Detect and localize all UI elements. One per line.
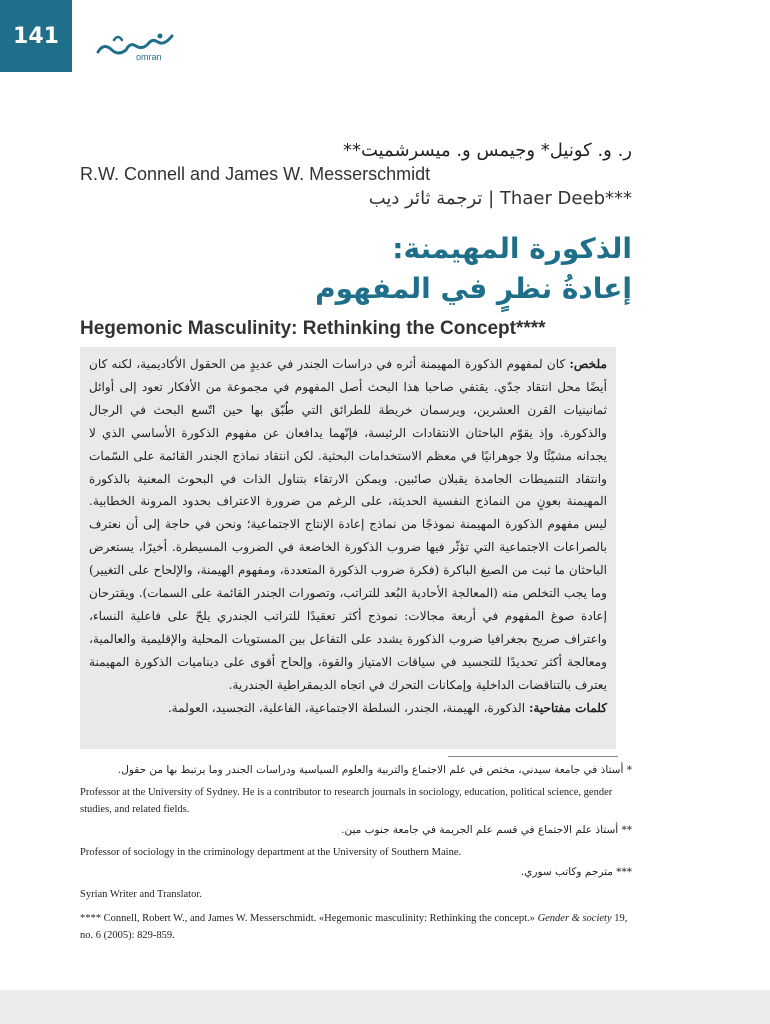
title-arabic-line1: الذكورة المهيمنة: bbox=[392, 232, 632, 265]
citation-main: **** Connell, Robert W., and James W. Messerschmidt. «Hegemonic masculinity: Rethinking the concept.» bbox=[80, 913, 535, 924]
citation-journal: Gender & society bbox=[537, 913, 612, 924]
footnote-2-arabic: ** أستاذ علم الاجتماع في قسم علم الجريمة في جامعة جنوب مين. bbox=[341, 824, 632, 836]
page-bottom-band bbox=[0, 990, 770, 1024]
page-number: 141 bbox=[0, 0, 72, 72]
abstract-label: ملخص: bbox=[569, 357, 607, 371]
citation-volume: 19, no. 6 (2005): 829-859. bbox=[80, 913, 628, 941]
title-english: Hegemonic Masculinity: Rethinking the Concept**** bbox=[80, 318, 546, 339]
logo-latin-text: omran bbox=[136, 52, 162, 62]
abstract-box bbox=[80, 347, 616, 749]
footnote-1-arabic: * أستاذ في جامعة سيدني، مختص في علم الاجتماع والتربية والعلوم السياسية ودراسات الجندر وما يرتبط بها من حقول. bbox=[117, 764, 632, 776]
keywords-label: كلمات مفتاحية: bbox=[528, 700, 607, 715]
authors-arabic: ر. و. كونيل* وجيمس و. ميسرشميت** bbox=[342, 140, 632, 161]
footnote-1-english: Professor at the University of Sydney. He is a contributor to research journals in sociology, education, political science, gender studies, and related fields. bbox=[80, 787, 613, 815]
abstract-text: كان لمفهوم الذكورة المهيمنة أثره في دراسات الجندر في عديدٍ من الحقول الأكاديمية، لكنه كان أيضًا محل انتقاد جدّي. يقتفي صاحبا هذا البحث أصل المفهوم في مجموعة من الأفكار تعود إلى أوائل ثمانينيات القرن العشرين، ويرسمان خريطة للطرائق التي طُبّق بها حين اتّسع البحث في الرجال والذكورة. وإذ يقوّم الباحثان الانتقادات الرئيسة، فإنّهما يدافعان عن مفهوم الذكورة الأساسي الذي لا يجدانه مشيّئًا ولا جوهرانيًا في معظم الاستخدامات البحثية. لكن انتقاد نماذج الجندر القائمة على السّمات وانتقاد التنميطات الجامدة يقبلان صائبين. ويمكن الارتقاء بتناول الذات في البحوث المعنية بالذكورة المهيمنة بعونٍ من النماذج النفسية الحديثة، على الرغم من ضرورة الاعتراف بحدود المرونة الخطابية. ليس مفهوم الذكورة المهيمنة نموذجًا من نماذج إعادة الإنتاج الاجتماعية؛ ونحن في حاجة إلى أن نعترف بالصراعات الاجتماعية التي تؤثّر فيها ضروب الذكورة الخاضعة في الضروب المسيطرة. أخيرًا، يستعرض الباحثان ما ثبت من الصيغ الباكرة (فكرة ضروب الذكورة المتعددة، ومفهوم الهيمنة، والإلحاح على التغيير) وما يجب التخلص منه (المعالجة الأحادية البُعد للتراتب، وتصورات الجندر القائمة على السمات). ويقترحان إعادة صوغ المفهوم في أربعة مجالات: نموذج أكثر تعقيدًا للتراتب الجندري يلحّ على فاعلية النساء، واعتراف صريح بجغرافيا ضروب الذكورة يشدد على التفاعل بين المستويات المحلية والإقليمية والعالمية، ومعالجة أكثر تحديدًا للتجسيد في سياقات الامتياز والقوة، وإلحاح أقوى على ديناميات الذكورة المهيمنة يعترف بالتناقضات الداخلية وإمكانات التحرك في اتجاه الديمقراطية الجندرية. bbox=[89, 357, 607, 692]
title-arabic-line2: إعادةُ نظرٍ في المفهوم bbox=[315, 272, 632, 305]
footnote-4-citation bbox=[80, 910, 628, 944]
footnote-3-english: Syrian Writer and Translator. bbox=[80, 889, 202, 900]
authors-english: R.W. Connell and James W. Messerschmidt bbox=[80, 164, 431, 184]
footnote-2-english: Professor of sociology in the criminology department at the University of Southern Maine. bbox=[80, 847, 462, 858]
footnote-divider bbox=[448, 756, 618, 757]
footnote-3-arabic: *** مترجم وكاتب سوري. bbox=[520, 866, 632, 878]
omran-logo-icon bbox=[94, 26, 184, 70]
keywords-text: الذكورة، الهيمنة، الجندر، السلطة الاجتماعية، الفاعلية، التجسيد، العولمة. bbox=[167, 700, 526, 715]
translator-line: ترجمة ثائر ديب | Thaer Deeb*** bbox=[368, 188, 632, 209]
